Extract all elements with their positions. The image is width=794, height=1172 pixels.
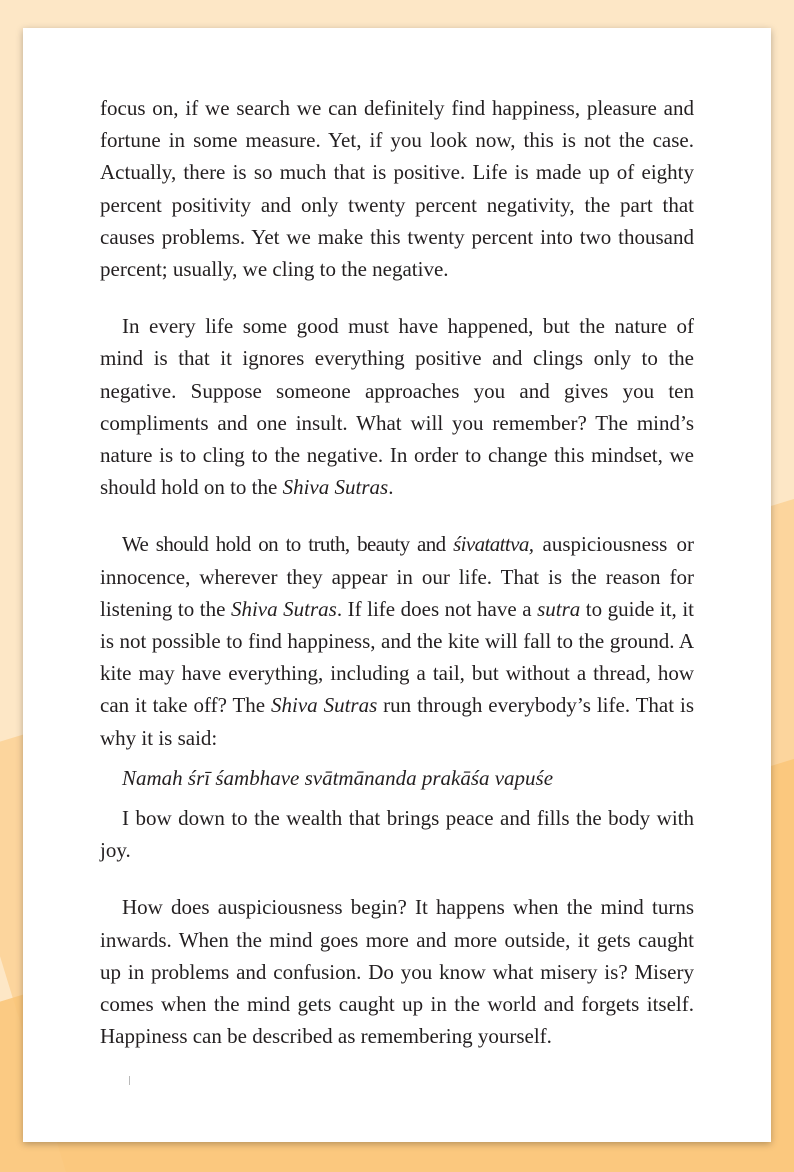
sanskrit-verse: Namah śrī śambhave svātmānanda prakāśa vapuśe — [122, 765, 554, 790]
paragraph-3-title-1: Shiva Sutras — [230, 596, 337, 621]
paragraph-3-lead: We should hold on to truth, beauty and — [122, 532, 454, 557]
paragraph-3-text-2: . If life does not have a — [336, 596, 538, 621]
book-page — [23, 28, 771, 1142]
paragraph-2-italic: Shiva Sutras — [282, 475, 389, 500]
paragraph-3 — [100, 528, 694, 753]
paragraph-3-title-2: Shiva Sutras — [271, 693, 378, 718]
paragraph-3-text-4: run through everybody’s life. That is why it is said: — [100, 693, 695, 750]
page-mark — [129, 1076, 130, 1085]
paragraph-2-text: In every life some good must have happened, but the nature of mind is that it ignores everything positive and clings only to the negative. Suppose someone approaches you and gives you ten compliments and one insult. What will you remember? The mind’s nature is to cling to the negative. In order to change this mindset, we should hold on to the — [100, 314, 694, 500]
paragraph-3-term: śivatattva, — [453, 532, 534, 557]
page-body — [100, 92, 694, 1052]
paragraph-3-text-1: auspiciousness or innocence, wherever they appear in our life. That is the reason for listening to the — [100, 532, 694, 621]
paragraph-4: I bow down to the wealth that brings peace and fills the body with joy. — [100, 806, 694, 863]
paragraph-2 — [100, 310, 694, 503]
paragraph-1: focus on, if we search we can definitely find happiness, pleasure and fortune in some measure. Yet, if you look now, this is not the case. Actually, there is so much that is positive. Life is made up of eighty percent positivity and only twenty percent negativity, the part that causes problems. Yet we make this twenty percent into two thousand percent; usually, we cling to the negative. — [100, 96, 694, 282]
paragraph-3-text-3: to guide it, it is not possible to find happiness, and the kite will fall to the ground. A kite may have everything, including a tail, but without a thread, how can it take off? The — [100, 596, 694, 718]
paragraph-3-sutra: sutra — [537, 596, 581, 621]
paragraph-5: How does auspiciousness begin? It happens when the mind turns inwards. When the mind goes more and more outside, it gets caught up in problems and confusion. Do you know what misery is? Misery comes when the mind gets caught up in the world and forgets itself. Happiness can be described as remembering yourself. — [100, 895, 694, 1049]
paragraph-2-end: . — [388, 475, 394, 500]
